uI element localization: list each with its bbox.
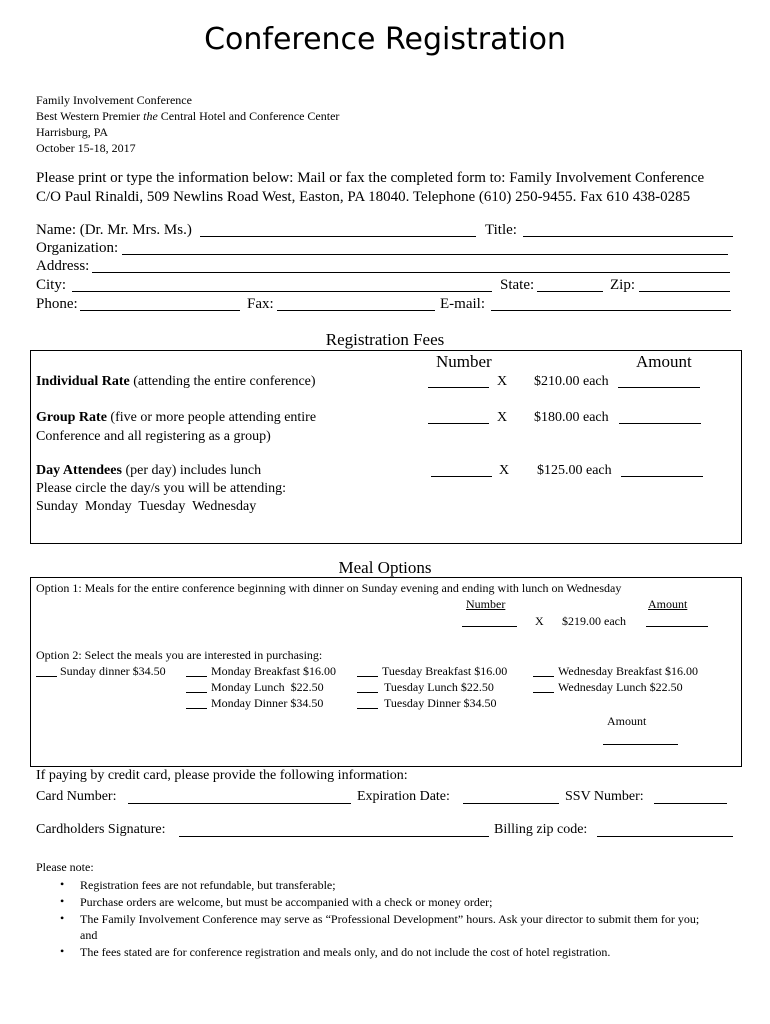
phone-field[interactable]	[80, 310, 240, 311]
card-number-label: Card Number:	[36, 789, 117, 804]
monday-dinner-check[interactable]	[186, 708, 207, 709]
sunday-dinner-label: Sunday dinner $34.50	[60, 664, 166, 678]
note-item: The fees stated are for conference registration and meals only, and do not include the cost of hotel registration.	[80, 945, 611, 959]
name-label: Name: (Dr. Mr. Mrs. Ms.)	[36, 222, 192, 238]
venue-post: Central Hotel and Conference Center	[157, 109, 340, 123]
day-attendees-label	[36, 463, 261, 479]
group-rate-label	[36, 410, 316, 426]
monday-lunch-label: Monday Lunch $22.50	[211, 680, 324, 694]
tuesday-breakfast-check[interactable]	[357, 676, 378, 677]
signature-label: Cardholders Signature:	[36, 822, 166, 837]
venue-city: Harrisburg, PA	[36, 125, 109, 139]
billing-zip-field[interactable]	[597, 836, 733, 837]
individual-number-field[interactable]	[428, 387, 489, 388]
card-number-field[interactable]	[128, 803, 351, 804]
sunday-dinner-check[interactable]	[36, 676, 57, 677]
individual-amount-field[interactable]	[618, 387, 700, 388]
day-attendees-desc: (per day) includes lunch	[121, 463, 262, 478]
ssv-label: SSV Number:	[565, 789, 644, 804]
group-price: $180.00 each	[534, 410, 609, 425]
organization-label: Organization:	[36, 240, 119, 256]
venue-pre: Best Western Premier	[36, 109, 144, 123]
meal-option-1: Option 1: Meals for the entire conference beginning with dinner on Sunday evening and ending with lunch on Wednesday	[36, 581, 622, 595]
day-attendees-days[interactable]: Sunday Monday Tuesday Wednesday	[36, 499, 257, 514]
bullet-icon: •	[60, 911, 65, 925]
fax-label: Fax:	[247, 296, 274, 312]
notes-heading: Please note:	[36, 860, 94, 874]
expiration-label: Expiration Date:	[357, 789, 450, 804]
day-attendees-line2: Please circle the day/s you will be attending:	[36, 481, 286, 496]
payment-intro: If paying by credit card, please provide the following information:	[36, 768, 408, 783]
title-label: Title:	[485, 222, 517, 238]
name-field[interactable]	[200, 236, 476, 237]
state-label: State:	[500, 277, 535, 293]
signature-field[interactable]	[179, 836, 489, 837]
meal-amount-header: Amount	[648, 597, 688, 611]
monday-breakfast-label: Monday Breakfast $16.00	[211, 664, 336, 678]
note-item: Registration fees are not refundable, but transferable;	[80, 878, 336, 892]
tuesday-dinner-label: Tuesday Dinner $34.50	[384, 696, 497, 710]
state-field[interactable]	[537, 291, 603, 292]
tuesday-lunch-check[interactable]	[357, 692, 378, 693]
monday-breakfast-check[interactable]	[186, 676, 207, 677]
day-attendees-bold: Day Attendees	[36, 463, 122, 478]
individual-rate-label	[36, 374, 316, 390]
individual-rate-bold: Individual Rate	[36, 374, 130, 389]
meal-options-title: Meal Options	[338, 558, 432, 577]
fees-amount-header: Amount	[636, 352, 692, 371]
conference-name: Family Involvement Conference	[36, 93, 192, 107]
city-field[interactable]	[72, 291, 492, 292]
group-rate-line2: Conference and all registering as a group)	[36, 429, 271, 444]
expiration-field[interactable]	[463, 803, 559, 804]
wednesday-breakfast-check[interactable]	[533, 676, 554, 677]
wednesday-lunch-check[interactable]	[533, 692, 554, 693]
tuesday-breakfast-label: Tuesday Breakfast $16.00	[382, 664, 508, 678]
billing-zip-label: Billing zip code:	[494, 822, 588, 837]
individual-rate-desc: (attending the entire conference)	[129, 374, 316, 389]
day-amount-field[interactable]	[621, 476, 703, 477]
bullet-icon: •	[60, 944, 65, 958]
note-item: The Family Involvement Conference may serve as “Professional Development” hours. Ask your director to submit them for you;	[80, 912, 700, 926]
zip-field[interactable]	[639, 291, 730, 292]
day-price: $125.00 each	[537, 463, 612, 478]
bullet-icon: •	[60, 894, 65, 908]
conference-dates: October 15-18, 2017	[36, 141, 136, 155]
monday-dinner-label: Monday Dinner $34.50	[211, 696, 324, 710]
meal-option-2: Option 2: Select the meals you are interested in purchasing:	[36, 648, 323, 662]
registration-fees-title: Registration Fees	[325, 330, 445, 349]
option1-price: $219.00 each	[562, 614, 626, 628]
note-item-continuation: and	[80, 928, 98, 942]
page-title: Conference Registration	[204, 22, 566, 57]
day-x: X	[499, 463, 510, 478]
email-label: E-mail:	[440, 296, 485, 312]
group-x: X	[497, 410, 508, 425]
meal-number-header: Number	[466, 597, 506, 611]
wednesday-breakfast-label: Wednesday Breakfast $16.00	[558, 664, 698, 678]
tuesday-lunch-label: Tuesday Lunch $22.50	[384, 680, 494, 694]
address-field[interactable]	[92, 272, 730, 273]
organization-field[interactable]	[122, 254, 728, 255]
venue-the: the	[143, 109, 158, 123]
option1-number-field[interactable]	[462, 626, 517, 627]
note-item: Purchase orders are welcome, but must be accompanied with a check or money order;	[80, 895, 493, 909]
tuesday-dinner-check[interactable]	[357, 708, 378, 709]
group-amount-field[interactable]	[619, 423, 701, 424]
monday-lunch-check[interactable]	[186, 692, 207, 693]
fees-number-header: Number	[436, 352, 492, 371]
option1-x: X	[535, 614, 544, 628]
ssv-field[interactable]	[654, 803, 727, 804]
fax-field[interactable]	[277, 310, 435, 311]
phone-label: Phone:	[36, 296, 78, 312]
day-number-field[interactable]	[431, 476, 492, 477]
group-number-field[interactable]	[428, 423, 489, 424]
group-rate-bold: Group Rate	[36, 410, 107, 425]
intro-line-1: Please print or type the information below: Mail or fax the completed form to: Family Involvement Conference	[36, 170, 705, 186]
option1-amount-field[interactable]	[646, 626, 708, 627]
intro-line-2: C/O Paul Rinaldi, 509 Newlins Road West, Easton, PA 18040. Telephone (610) 250-9455. Fax 610 438-0285	[36, 189, 691, 205]
bullet-icon: •	[60, 877, 65, 891]
city-label: City:	[36, 277, 67, 293]
option2-amount-label: Amount	[607, 714, 647, 728]
email-field[interactable]	[491, 310, 731, 311]
address-label: Address:	[36, 258, 90, 274]
venue	[36, 108, 339, 124]
individual-x: X	[497, 374, 508, 389]
individual-price: $210.00 each	[534, 374, 609, 389]
title-field[interactable]	[523, 236, 733, 237]
group-rate-desc: (five or more people attending entire	[106, 410, 317, 425]
wednesday-lunch-label: Wednesday Lunch $22.50	[558, 680, 683, 694]
option2-amount-field[interactable]	[603, 744, 678, 745]
zip-label: Zip:	[610, 277, 635, 293]
